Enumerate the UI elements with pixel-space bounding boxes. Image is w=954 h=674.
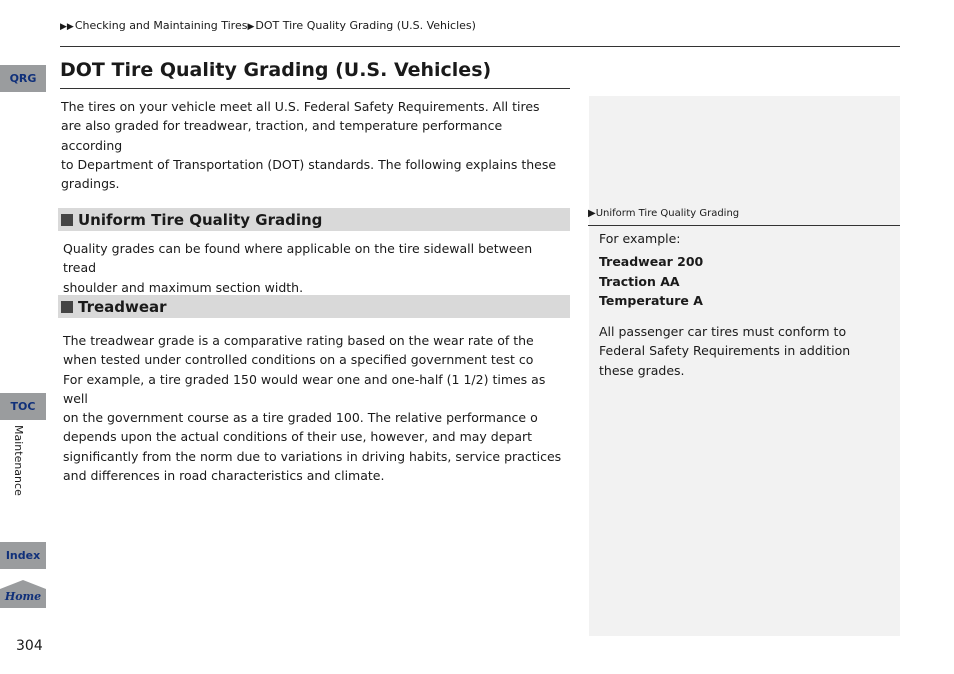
body-line: Quality grades can be found where applicable on the tire sidewall between tread [63,241,533,276]
side-note-title: Uniform Tire Quality Grading [595,208,740,219]
note-line: Federal Safety Requirements in addition [599,343,851,359]
toc-tab[interactable]: TOC [0,393,46,420]
side-note-body [599,229,879,380]
arrow-icon: ▶ [247,22,255,32]
side-note-divider [588,225,900,226]
body-line: depends upon the actual conditions of their use, however, and may depart [63,429,533,445]
index-tab[interactable]: Index [0,542,46,569]
intro-line: to Department of Transportation (DOT) standards. The following explains these [61,156,557,172]
section-heading-treadwear [58,295,570,318]
square-bullet-icon [61,214,73,226]
body-line: on the government course as a tire graded 100. The relative performance o [63,410,538,426]
square-bullet-icon [61,301,73,313]
section-heading-label: Uniform Tire Quality Grading [78,210,323,229]
home-icon [0,580,46,608]
breadcrumb [60,19,476,32]
title-divider [60,88,570,89]
body-line: significantly from the norm due to variations in driving habits, service practices [63,448,562,464]
home-button[interactable] [0,580,46,608]
section-side-label: Maintenance [12,425,25,496]
side-note-heading [588,208,739,219]
body-line: and differences in road characteristics and climate. [63,468,385,484]
uniform-grading-text [63,239,568,297]
home-label: Home [4,590,42,603]
breadcrumb-item-current: DOT Tire Quality Grading (U.S. Vehicles) [255,19,476,32]
example-temperature: Temperature A [599,292,703,308]
double-arrow-icon: ▶▶ [60,22,74,32]
note-arrow-icon: ▶ [588,208,596,219]
intro-line: are also graded for treadwear, traction, and temperature performance according [61,118,503,153]
note-line: All passenger car tires must conform to [599,324,847,340]
section-heading-uniform-grading [58,208,570,231]
page-number: 304 [16,638,43,654]
note-intro: For example: [599,231,681,246]
body-line: The treadwear grade is a comparative rating based on the wear rate of the [63,333,534,348]
note-line: these grades. [599,362,685,378]
intro-line: gradings. [61,176,120,192]
body-line: shoulder and maximum section width. [63,279,304,295]
example-traction: Traction AA [599,273,680,289]
page-title: DOT Tire Quality Grading (U.S. Vehicles) [60,59,492,81]
body-line: when tested under controlled conditions on a specified government test co [63,352,534,368]
example-treadwear: Treadwear 200 [599,254,704,270]
qrg-tab[interactable]: QRG [0,65,46,92]
body-line: For example, a tire graded 150 would wear one and one-half (1 1/2) times as well [63,371,546,406]
section-heading-label: Treadwear [78,297,167,316]
intro-line: The tires on your vehicle meet all U.S. Federal Safety Requirements. All tires [61,99,540,114]
intro-paragraph [61,97,566,193]
breadcrumb-item-checking-tires[interactable]: Checking and Maintaining Tires [74,19,248,32]
header-divider [60,46,900,47]
treadwear-text [63,331,568,485]
